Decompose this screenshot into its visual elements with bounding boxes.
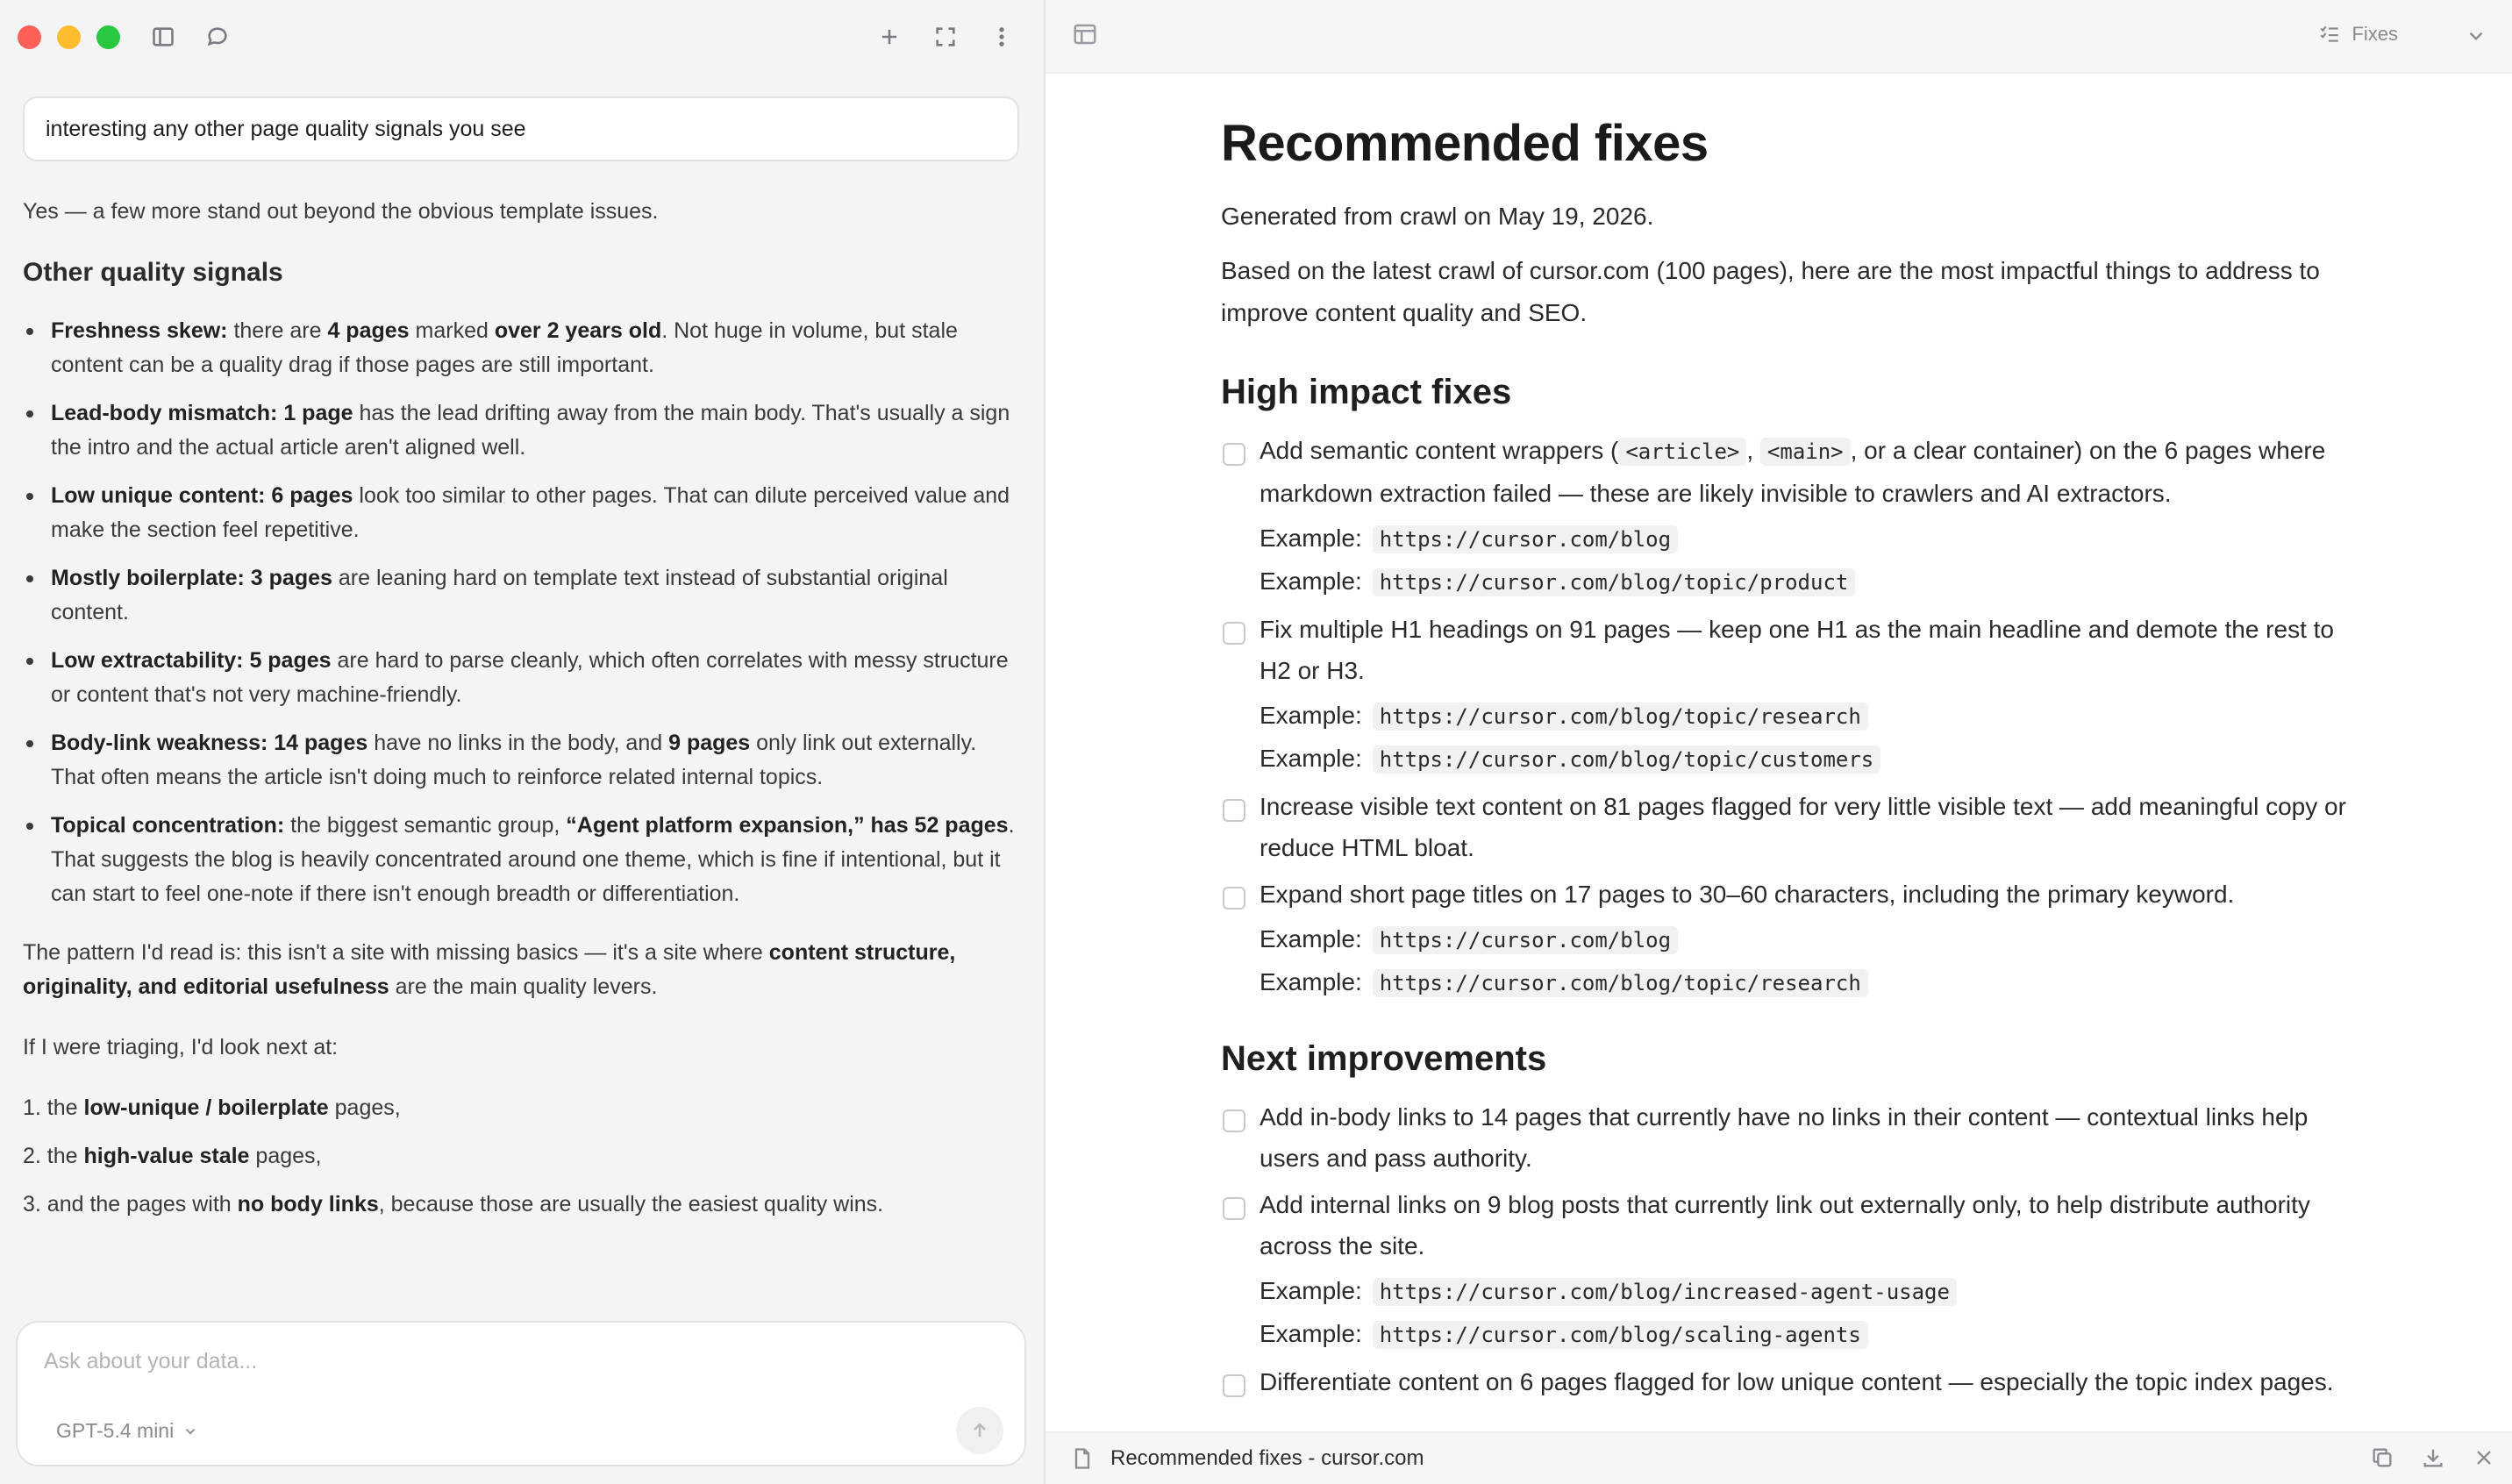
pattern-paragraph: The pattern I'd read is: this isn't a site with missing basics — it's a site where content structure, originality, and editorial usefulness are the main quality levers. (23, 940, 956, 999)
list-item: Low extractability: 5 pages are hard to parse cleanly, which often correlates with messy structure or content that's not very machine-friendly. (23, 644, 1023, 712)
list-item: Freshness skew: there are 4 pages marked over 2 years old. Not huge in volume, but stale content can be a quality drag if those pages are still important. (23, 314, 1023, 382)
example-row: Example: https://cursor.com/blog/topic/research (1221, 695, 2361, 738)
example-url: https://cursor.com/blog/topic/research (1373, 703, 1868, 731)
assistant-response (23, 195, 1023, 1236)
task-item: Add in-body links to 14 pages that currently have no links in their content — contextual links help users and pass authority. (1221, 1096, 2361, 1179)
example-url: https://cursor.com/blog/increased-agent-usage (1373, 1278, 1957, 1306)
copy-icon[interactable] (2370, 1445, 2398, 1473)
example-row: Example: https://cursor.com/blog/topic/customers (1221, 738, 2361, 781)
chat-toolbar (0, 0, 1044, 74)
triage-list (23, 1091, 1023, 1222)
arrow-up-icon (969, 1420, 990, 1441)
response-heading: Other quality signals (23, 258, 283, 287)
example-row: Example: https://cursor.com/blog/increased-agent-usage (1221, 1270, 2361, 1313)
close-icon[interactable] (2472, 1445, 2500, 1473)
close-window-button[interactable] (18, 25, 41, 49)
task-checkbox[interactable] (1223, 1109, 1245, 1132)
task-checkbox[interactable] (1223, 622, 1245, 645)
response-intro: Yes — a few more stand out beyond the obvious template issues. (23, 199, 659, 224)
minimize-window-button[interactable] (57, 25, 81, 49)
task-item: Add semantic content wrappers ( <article> , <main> , or a clear container) on the 6 pages where markdown extraction failed — these are likely invisible to crawlers and AI extractors. (1221, 430, 2361, 514)
chevron-down-icon (182, 1423, 198, 1439)
checklist-icon (2318, 23, 2341, 46)
chat-composer[interactable] (16, 1321, 1026, 1466)
document-filename: Recommended fixes - cursor.com (1110, 1446, 1424, 1470)
file-icon (1070, 1445, 1095, 1476)
user-message: interesting any other page quality signals you see (23, 96, 1019, 161)
window-controls (18, 25, 120, 49)
list-item: Body-link weakness: 14 pages have no links in the body, and 9 pages only link out externally. That often means the article isn't doing much to reinforce related internal topics. (23, 726, 1023, 795)
task-item: Increase visible text content on 81 pages flagged for very little visible text — add meaningful copy or reduce HTML bloat. (1221, 786, 2361, 868)
task-checkbox[interactable] (1223, 1374, 1245, 1397)
example-url: https://cursor.com/blog/topic/customers (1373, 746, 1881, 774)
example-row: Example: https://cursor.com/blog/topic/product (1221, 560, 2361, 603)
zoom-window-button[interactable] (96, 25, 120, 49)
example-url: https://cursor.com/blog/topic/research (1373, 969, 1868, 997)
task-checkbox[interactable] (1223, 887, 1245, 910)
new-chat-icon[interactable] (874, 21, 905, 53)
fixes-dropdown[interactable] (2318, 23, 2398, 46)
document-toolbar (1045, 0, 2512, 74)
more-options-icon[interactable] (986, 21, 1017, 53)
task-checkbox[interactable] (1223, 799, 1245, 822)
model-selector[interactable] (56, 1419, 198, 1443)
chat-bubble-icon[interactable] (202, 21, 233, 53)
fixes-label: Fixes (2351, 23, 2398, 45)
chat-input[interactable]: Ask about your data... (44, 1349, 258, 1373)
download-icon[interactable] (2421, 1445, 2449, 1473)
table-layout-icon[interactable] (1072, 21, 1103, 53)
list-item: Lead-body mismatch: 1 page has the lead drifting away from the main body. That's usually a sign the intro and the actual article aren't aligned well. (23, 396, 1023, 465)
example-url: https://cursor.com/blog (1373, 525, 1678, 553)
generated-note: Generated from crawl on May 19, 2026. (1221, 203, 1654, 230)
model-name: GPT-5.4 mini (56, 1419, 175, 1442)
collapse-chevron-icon[interactable] (2465, 25, 2487, 52)
list-item: Low unique content: 6 pages look too similar to other pages. That can dilute perceived value and make the section feel repetitive. (23, 479, 1023, 547)
task-item: Add internal links on 9 blog posts that currently link out externally only, to help distribute authority across the site. (1221, 1184, 2361, 1266)
document-footer (1045, 1431, 2512, 1484)
example-row: Example: https://cursor.com/blog (1221, 517, 2361, 560)
document-content (1221, 114, 2361, 1406)
example-url: https://cursor.com/blog/scaling-agents (1373, 1321, 1868, 1349)
list-item: 1. the low-unique / boilerplate pages, (23, 1095, 401, 1120)
task-checkbox[interactable] (1223, 443, 1245, 466)
example-row: Example: https://cursor.com/blog/topic/research (1221, 961, 2361, 1004)
next-improvements-heading: Next improvements (1221, 1039, 1547, 1078)
example-url: https://cursor.com/blog (1373, 926, 1678, 954)
signals-list (23, 314, 1023, 911)
chat-pane (0, 0, 1045, 1484)
list-item: 2. the high-value stale pages, (23, 1144, 322, 1168)
list-item: 3. and the pages with no body links, because those are usually the easiest quality wins. (23, 1192, 884, 1216)
example-row: Example: https://cursor.com/blog (1221, 918, 2361, 961)
high-impact-heading: High impact fixes (1221, 373, 1512, 411)
page-title: Recommended fixes (1221, 115, 1709, 172)
expand-icon[interactable] (930, 21, 961, 53)
document-intro: Based on the latest crawl of cursor.com (100 pages), here are the most impactful things to address to improve content quality and SEO. (1221, 257, 2320, 326)
example-url: https://cursor.com/blog/topic/product (1373, 568, 1856, 596)
list-item: Mostly boilerplate: 3 pages are leaning hard on template text instead of substantial original content. (23, 561, 1023, 630)
triage-intro: If I were triaging, I'd look next at: (23, 1035, 339, 1059)
send-button[interactable] (956, 1407, 1003, 1454)
task-item: Fix multiple H1 headings on 91 pages — keep one H1 as the main headline and demote the rest to H2 or H3. (1221, 609, 2361, 691)
example-row: Example: https://cursor.com/blog/scaling-agents (1221, 1313, 2361, 1356)
document-pane (1045, 0, 2512, 1484)
list-item: Topical concentration: the biggest semantic group, “Agent platform expansion,” has 52 pages. That suggests the blog is heavily concentrated around one theme, which is fine if intentional, but it can start to feel one-note if there isn't enough breadth or differentiation. (23, 809, 1023, 911)
task-checkbox[interactable] (1223, 1197, 1245, 1220)
task-item: Expand short page titles on 17 pages to 30–60 characters, including the primary keyword. (1221, 874, 2361, 915)
task-item: Differentiate content on 6 pages flagged for low unique content — especially the topic index pages. (1221, 1361, 2361, 1402)
sidebar-toggle-icon[interactable] (147, 21, 179, 53)
